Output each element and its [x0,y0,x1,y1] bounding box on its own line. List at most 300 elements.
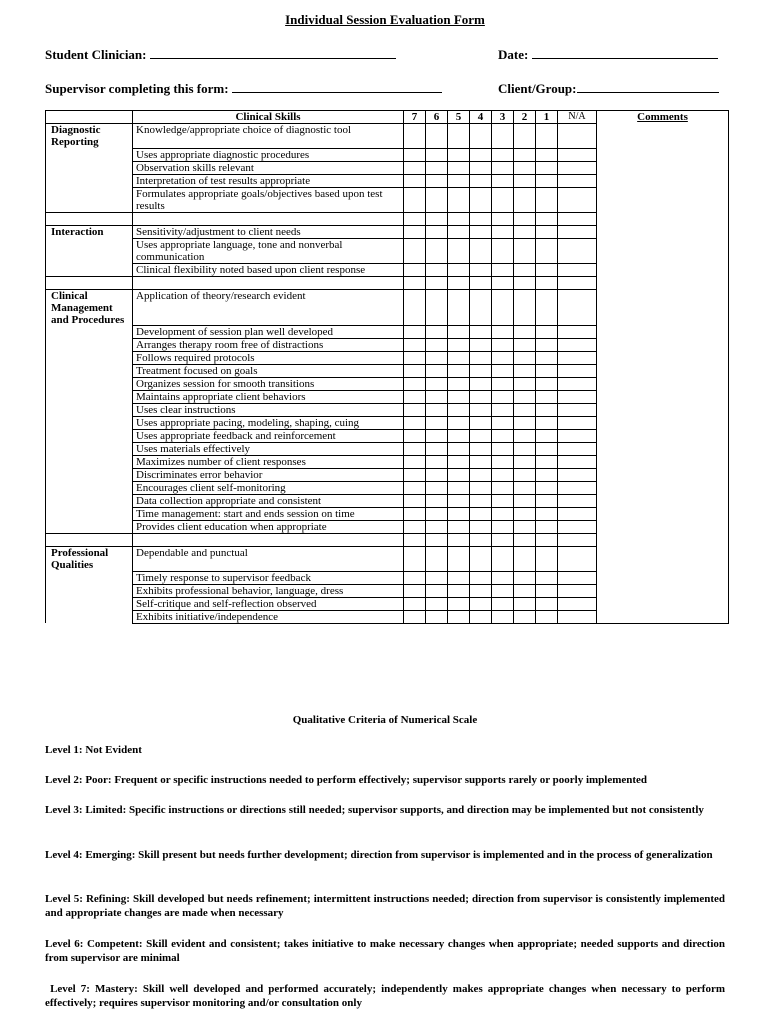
score-cell-na[interactable] [558,378,597,391]
score-cell-6[interactable] [426,571,448,584]
supervisor-field[interactable] [232,80,442,93]
score-cell-4[interactable] [470,238,492,263]
score-cell-na[interactable] [558,365,597,378]
score-cell-6[interactable] [426,610,448,623]
score-cell-1[interactable] [536,148,558,161]
score-cell-6[interactable] [426,161,448,174]
score-cell-na[interactable] [558,238,597,263]
skill-label: Application of theory/research evident [133,289,404,326]
score-cell-na[interactable] [558,225,597,238]
score-cell-6[interactable] [426,391,448,404]
category-cell-empty [46,508,133,521]
score-cell-4[interactable] [470,365,492,378]
spacer-cell [558,276,597,289]
score-cell-6[interactable] [426,225,448,238]
skill-label: Uses appropriate feedback and reinforcement [133,430,404,443]
score-cell-2[interactable] [514,124,536,149]
score-cell-1[interactable] [536,391,558,404]
score-cell-6[interactable] [426,339,448,352]
score-cell-6[interactable] [426,238,448,263]
score-cell-3[interactable] [492,161,514,174]
score-cell-4[interactable] [470,456,492,469]
score-cell-5[interactable] [448,391,470,404]
score-cell-3[interactable] [492,148,514,161]
category-cell-empty [46,378,133,391]
supervisor-row [45,80,442,97]
score-cell-na[interactable] [558,289,597,326]
score-cell-3[interactable] [492,391,514,404]
score-cell-2[interactable] [514,584,536,597]
category-cell-empty [46,352,133,365]
score-cell-na[interactable] [558,456,597,469]
score-cell-7[interactable] [404,610,426,623]
score-cell-na[interactable] [558,571,597,584]
score-cell-2[interactable] [514,443,536,456]
spacer-cell [133,212,404,225]
skill-label: Clinical flexibility noted based upon client response [133,263,404,276]
score-cell-na[interactable] [558,124,597,149]
score-cell-na[interactable] [558,263,597,276]
score-cell-na[interactable] [558,443,597,456]
score-cell-7[interactable] [404,469,426,482]
score-cell-7[interactable] [404,508,426,521]
score-cell-2[interactable] [514,339,536,352]
score-cell-3[interactable] [492,495,514,508]
student-clinician-label: Student Clinician: [45,47,147,62]
score-cell-6[interactable] [426,263,448,276]
score-cell-4[interactable] [470,404,492,417]
score-cell-4[interactable] [470,495,492,508]
client-group-row [498,80,719,97]
category-diagnostic-reporting: Diagnostic Reporting [46,124,133,149]
score-cell-7[interactable] [404,584,426,597]
score-cell-2[interactable] [514,521,536,534]
spacer-cell [46,276,133,289]
spacer-cell [492,276,514,289]
score-cell-3[interactable] [492,597,514,610]
score-cell-na[interactable] [558,495,597,508]
score-cell-7[interactable] [404,417,426,430]
score-cell-3[interactable] [492,417,514,430]
score-cell-2[interactable] [514,417,536,430]
skill-label: Uses appropriate pacing, modeling, shaping, cuing [133,417,404,430]
score-cell-6[interactable] [426,365,448,378]
score-cell-7[interactable] [404,495,426,508]
category-cell-empty [46,365,133,378]
category-cell-empty [46,161,133,174]
skill-label: Development of session plan well developed [133,326,404,339]
score-cell-3[interactable] [492,378,514,391]
score-cell-3[interactable] [492,482,514,495]
student-clinician-field[interactable] [150,46,396,59]
table-header-row [46,111,729,124]
skill-label: Uses appropriate language, tone and nonverbal communication [133,238,404,263]
score-cell-6[interactable] [426,352,448,365]
score-cell-6[interactable] [426,187,448,212]
score-cell-4[interactable] [470,597,492,610]
score-cell-7[interactable] [404,161,426,174]
spacer-cell [46,534,133,547]
score-cell-5[interactable] [448,417,470,430]
score-cell-na[interactable] [558,482,597,495]
score-cell-3[interactable] [492,443,514,456]
score-cell-7[interactable] [404,547,426,572]
score-cell-7[interactable] [404,187,426,212]
score-cell-na[interactable] [558,174,597,187]
score-cell-5[interactable] [448,187,470,212]
date-row [498,46,718,63]
score-cell-2[interactable] [514,456,536,469]
score-cell-na[interactable] [558,521,597,534]
score-cell-7[interactable] [404,352,426,365]
score-cell-7[interactable] [404,443,426,456]
score-cell-7[interactable] [404,238,426,263]
score-cell-4[interactable] [470,521,492,534]
score-cell-5[interactable] [448,148,470,161]
score-cell-1[interactable] [536,495,558,508]
score-cell-2[interactable] [514,352,536,365]
score-cell-2[interactable] [514,482,536,495]
score-cell-1[interactable] [536,521,558,534]
score-cell-4[interactable] [470,225,492,238]
score-cell-4[interactable] [470,148,492,161]
category-cell-empty [46,174,133,187]
skill-label: Maximizes number of client responses [133,456,404,469]
score-cell-2[interactable] [514,148,536,161]
score-cell-na[interactable] [558,339,597,352]
score-header-na: N/A [558,111,597,124]
score-cell-6[interactable] [426,124,448,149]
score-cell-4[interactable] [470,482,492,495]
clinical-skills-header: Clinical Skills [133,111,404,124]
score-cell-7[interactable] [404,326,426,339]
comments-header[interactable]: Comments [597,111,729,624]
score-cell-7[interactable] [404,378,426,391]
score-cell-3[interactable] [492,124,514,149]
score-cell-4[interactable] [470,352,492,365]
score-cell-1[interactable] [536,365,558,378]
score-cell-4[interactable] [470,443,492,456]
score-cell-5[interactable] [448,597,470,610]
score-cell-4[interactable] [470,187,492,212]
skill-label: Follows required protocols [133,352,404,365]
score-cell-1[interactable] [536,187,558,212]
score-cell-5[interactable] [448,289,470,326]
skill-label: Exhibits initiative/independence [133,610,404,623]
score-cell-5[interactable] [448,456,470,469]
score-cell-6[interactable] [426,148,448,161]
score-cell-3[interactable] [492,584,514,597]
score-cell-5[interactable] [448,404,470,417]
score-cell-3[interactable] [492,430,514,443]
score-cell-na[interactable] [558,326,597,339]
score-cell-7[interactable] [404,391,426,404]
score-cell-6[interactable] [426,521,448,534]
score-cell-1[interactable] [536,547,558,572]
score-cell-3[interactable] [492,365,514,378]
score-cell-3[interactable] [492,174,514,187]
score-cell-2[interactable] [514,430,536,443]
supervisor-label: Supervisor completing this form: [45,81,229,96]
score-cell-1[interactable] [536,161,558,174]
score-cell-1[interactable] [536,469,558,482]
score-cell-6[interactable] [426,404,448,417]
client-group-field[interactable] [577,80,719,93]
score-cell-6[interactable] [426,495,448,508]
score-cell-2[interactable] [514,326,536,339]
score-cell-4[interactable] [470,469,492,482]
spacer-cell [470,534,492,547]
score-cell-4[interactable] [470,417,492,430]
score-cell-6[interactable] [426,508,448,521]
score-cell-5[interactable] [448,263,470,276]
spacer-cell [558,534,597,547]
criteria-title: Qualitative Criteria of Numerical Scale [292,714,478,726]
score-cell-na[interactable] [558,610,597,623]
score-cell-6[interactable] [426,482,448,495]
score-cell-na[interactable] [558,161,597,174]
score-cell-3[interactable] [492,326,514,339]
score-cell-1[interactable] [536,352,558,365]
score-cell-2[interactable] [514,571,536,584]
score-cell-3[interactable] [492,404,514,417]
score-cell-2[interactable] [514,263,536,276]
category-cell-empty [46,148,133,161]
score-cell-2[interactable] [514,391,536,404]
score-cell-1[interactable] [536,571,558,584]
score-cell-1[interactable] [536,339,558,352]
score-cell-2[interactable] [514,289,536,326]
score-cell-5[interactable] [448,430,470,443]
score-cell-4[interactable] [470,571,492,584]
score-cell-2[interactable] [514,187,536,212]
score-cell-3[interactable] [492,508,514,521]
score-cell-2[interactable] [514,161,536,174]
skill-label: Organizes session for smooth transitions [133,378,404,391]
score-cell-na[interactable] [558,584,597,597]
score-cell-6[interactable] [426,430,448,443]
score-cell-5[interactable] [448,521,470,534]
score-cell-5[interactable] [448,469,470,482]
score-cell-6[interactable] [426,597,448,610]
score-cell-4[interactable] [470,610,492,623]
date-field[interactable] [532,46,718,59]
score-cell-5[interactable] [448,352,470,365]
score-cell-6[interactable] [426,469,448,482]
score-cell-3[interactable] [492,547,514,572]
score-cell-1[interactable] [536,225,558,238]
score-cell-na[interactable] [558,547,597,572]
score-cell-7[interactable] [404,289,426,326]
score-cell-na[interactable] [558,417,597,430]
score-cell-5[interactable] [448,124,470,149]
score-cell-2[interactable] [514,225,536,238]
score-cell-1[interactable] [536,417,558,430]
score-cell-7[interactable] [404,365,426,378]
score-cell-1[interactable] [536,584,558,597]
score-cell-1[interactable] [536,326,558,339]
score-cell-1[interactable] [536,443,558,456]
score-cell-3[interactable] [492,225,514,238]
category-cell-empty [46,339,133,352]
score-cell-5[interactable] [448,584,470,597]
score-cell-6[interactable] [426,174,448,187]
skill-label: Uses appropriate diagnostic procedures [133,148,404,161]
score-cell-4[interactable] [470,584,492,597]
score-cell-1[interactable] [536,430,558,443]
score-cell-7[interactable] [404,571,426,584]
skill-label: Formulates appropriate goals/objectives based upon test results [133,187,404,212]
score-cell-na[interactable] [558,404,597,417]
level-7-text: Level 7: Mastery: Skill well developed and performed accurately; independently makes appropriate changes when necessary to perform effectively; requires supervisor monitoring and/or consultation only [45,983,728,1009]
score-cell-na[interactable] [558,430,597,443]
score-cell-2[interactable] [514,378,536,391]
score-cell-7[interactable] [404,263,426,276]
score-cell-4[interactable] [470,508,492,521]
score-cell-na[interactable] [558,508,597,521]
score-cell-2[interactable] [514,174,536,187]
score-cell-5[interactable] [448,365,470,378]
skill-label: Sensitivity/adjustment to client needs [133,225,404,238]
score-cell-6[interactable] [426,326,448,339]
score-cell-1[interactable] [536,508,558,521]
skill-label: Maintains appropriate client behaviors [133,391,404,404]
score-cell-7[interactable] [404,339,426,352]
category-cell-empty [46,263,133,276]
score-cell-3[interactable] [492,469,514,482]
score-cell-4[interactable] [470,326,492,339]
skill-label: Arranges therapy room free of distractions [133,339,404,352]
score-cell-2[interactable] [514,238,536,263]
score-cell-3[interactable] [492,456,514,469]
score-cell-3[interactable] [492,352,514,365]
score-cell-2[interactable] [514,508,536,521]
skill-label: Encourages client self-monitoring [133,482,404,495]
score-cell-1[interactable] [536,456,558,469]
score-cell-na[interactable] [558,597,597,610]
score-cell-5[interactable] [448,339,470,352]
score-cell-7[interactable] [404,482,426,495]
score-cell-1[interactable] [536,482,558,495]
score-cell-4[interactable] [470,391,492,404]
score-cell-4[interactable] [470,378,492,391]
score-cell-3[interactable] [492,610,514,623]
score-cell-7[interactable] [404,148,426,161]
score-cell-1[interactable] [536,404,558,417]
category-cell-empty [46,443,133,456]
score-cell-na[interactable] [558,352,597,365]
score-cell-5[interactable] [448,482,470,495]
score-cell-7[interactable] [404,456,426,469]
category-cell-empty [46,482,133,495]
spacer-cell [514,276,536,289]
category-cell-empty [46,417,133,430]
score-cell-1[interactable] [536,263,558,276]
score-cell-7[interactable] [404,225,426,238]
score-cell-5[interactable] [448,161,470,174]
category-cell-empty [46,521,133,534]
category-cell-empty [46,391,133,404]
score-cell-7[interactable] [404,124,426,149]
score-cell-5[interactable] [448,508,470,521]
score-cell-4[interactable] [470,339,492,352]
score-header-4: 4 [470,111,492,124]
score-cell-6[interactable] [426,456,448,469]
score-cell-2[interactable] [514,495,536,508]
score-cell-6[interactable] [426,417,448,430]
score-cell-1[interactable] [536,378,558,391]
score-cell-5[interactable] [448,571,470,584]
score-cell-6[interactable] [426,547,448,572]
score-cell-3[interactable] [492,263,514,276]
score-cell-5[interactable] [448,495,470,508]
score-cell-7[interactable] [404,521,426,534]
score-cell-7[interactable] [404,404,426,417]
score-cell-4[interactable] [470,174,492,187]
score-cell-na[interactable] [558,148,597,161]
score-cell-2[interactable] [514,547,536,572]
score-cell-na[interactable] [558,391,597,404]
score-cell-4[interactable] [470,430,492,443]
score-cell-5[interactable] [448,443,470,456]
score-cell-4[interactable] [470,263,492,276]
score-cell-6[interactable] [426,378,448,391]
score-cell-6[interactable] [426,584,448,597]
score-cell-1[interactable] [536,610,558,623]
spacer-cell [426,212,448,225]
score-cell-5[interactable] [448,225,470,238]
score-cell-7[interactable] [404,597,426,610]
score-cell-1[interactable] [536,238,558,263]
score-cell-7[interactable] [404,430,426,443]
score-cell-4[interactable] [470,124,492,149]
score-cell-5[interactable] [448,174,470,187]
score-cell-2[interactable] [514,469,536,482]
score-cell-5[interactable] [448,547,470,572]
score-cell-6[interactable] [426,289,448,326]
score-cell-4[interactable] [470,547,492,572]
score-cell-na[interactable] [558,469,597,482]
score-cell-1[interactable] [536,124,558,149]
score-header-5: 5 [448,111,470,124]
score-header-1: 1 [536,111,558,124]
score-cell-3[interactable] [492,571,514,584]
score-cell-2[interactable] [514,610,536,623]
score-cell-6[interactable] [426,443,448,456]
score-cell-5[interactable] [448,326,470,339]
score-cell-3[interactable] [492,339,514,352]
score-cell-1[interactable] [536,597,558,610]
score-cell-4[interactable] [470,161,492,174]
score-cell-na[interactable] [558,187,597,212]
score-cell-5[interactable] [448,610,470,623]
score-cell-2[interactable] [514,365,536,378]
score-cell-3[interactable] [492,521,514,534]
spacer-cell [514,212,536,225]
score-cell-3[interactable] [492,289,514,326]
score-cell-1[interactable] [536,289,558,326]
score-cell-7[interactable] [404,174,426,187]
level-4-text: Level 4: Emerging: Skill present but needs further development; direction from supervisor is implemented and in the process of generalization [45,849,713,861]
score-cell-2[interactable] [514,404,536,417]
score-cell-1[interactable] [536,174,558,187]
score-cell-4[interactable] [470,289,492,326]
score-cell-5[interactable] [448,238,470,263]
score-cell-3[interactable] [492,187,514,212]
score-cell-3[interactable] [492,238,514,263]
score-cell-2[interactable] [514,597,536,610]
score-cell-5[interactable] [448,378,470,391]
